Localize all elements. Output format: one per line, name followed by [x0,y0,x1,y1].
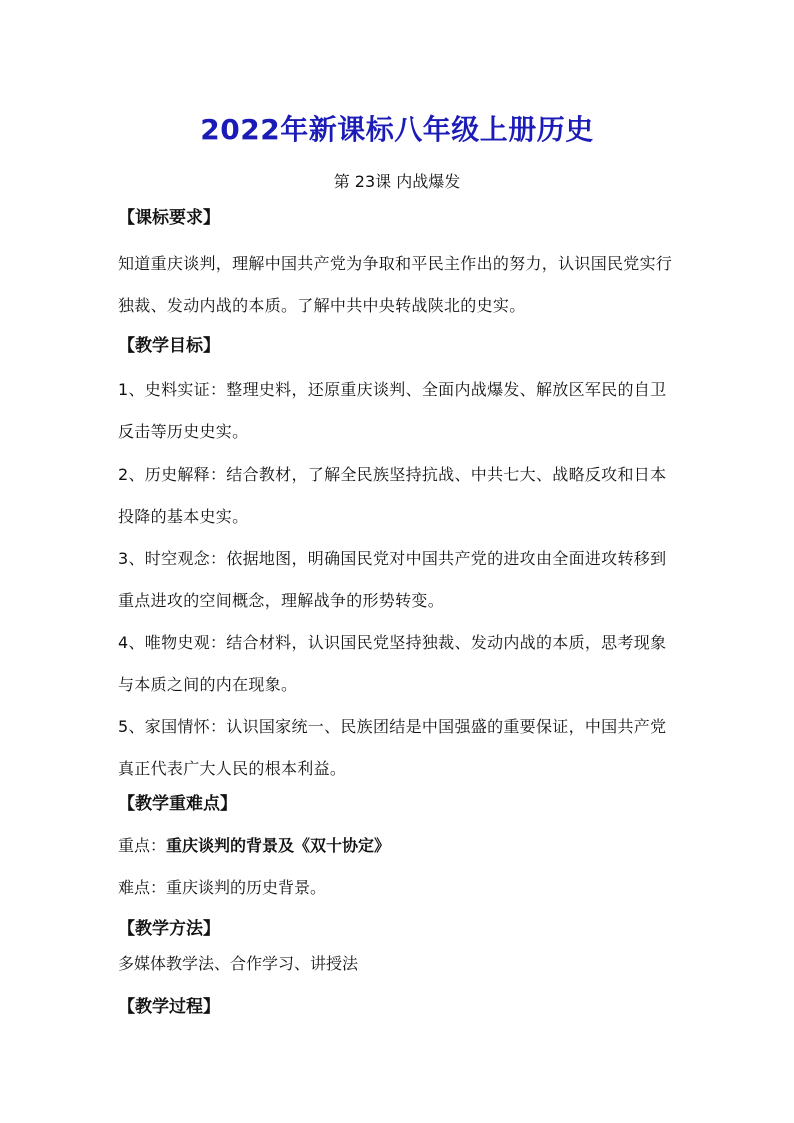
difficult-point-text: 重庆谈判的历史背景。 [166,878,327,897]
objectives-section [118,334,678,358]
key-point-label: 重点： [118,836,167,855]
key-points-heading: 【教学重难点】 [118,794,237,814]
difficult-point-label: 难点： [118,878,167,897]
curriculum-section [118,206,678,230]
objectives-heading: 【教学目标】 [118,336,220,356]
process-section [118,995,678,1019]
objective-item-1: 1、史料实证：整理史料，还原重庆谈判、全面内战爆发、解放区军民的自卫反击等历史史实。 [118,380,667,441]
key-point-row [118,834,678,858]
methods-text: 多媒体教学法、合作学习、讲授法 [118,954,359,973]
methods-heading: 【教学方法】 [118,919,220,939]
key-point-text: 重庆谈判的背景及《双十协定》 [166,836,391,855]
curriculum-text: 知道重庆谈判，理解中国共产党为争取和平民主作出的努力，认识国民党实行独裁、发动内战的本质。了解中共中央转战陕北的史实。 [118,254,673,315]
process-heading: 【教学过程】 [118,997,220,1017]
key-points-section [118,792,678,816]
objective-item-5: 5、家国情怀：认识国家统一、民族团结是中国强盛的重要保证，中国共产党真正代表广大人民的根本利益。 [118,717,667,778]
methods-section [118,917,678,941]
objective-item-2: 2、历史解释：结合教材，了解全民族坚持抗战、中共七大、战略反攻和日本投降的基本史实。 [118,465,667,526]
objective-item-3: 3、时空观念：依据地图，明确国民党对中国共产党的进攻由全面进攻转移到重点进攻的空间概念，理解战争的形势转变。 [118,549,667,610]
objective-item-4: 4、唯物史观：结合材料，认识国民党坚持独裁、发动内战的本质，思考现象与本质之间的内在现象。 [118,633,667,694]
document-title: 2022年新课标八年级上册历史 [200,113,594,146]
curriculum-heading: 【课标要求】 [118,208,220,228]
lesson-subtitle: 第 23课 内战爆发 [333,172,461,191]
difficult-point-row [118,876,678,900]
